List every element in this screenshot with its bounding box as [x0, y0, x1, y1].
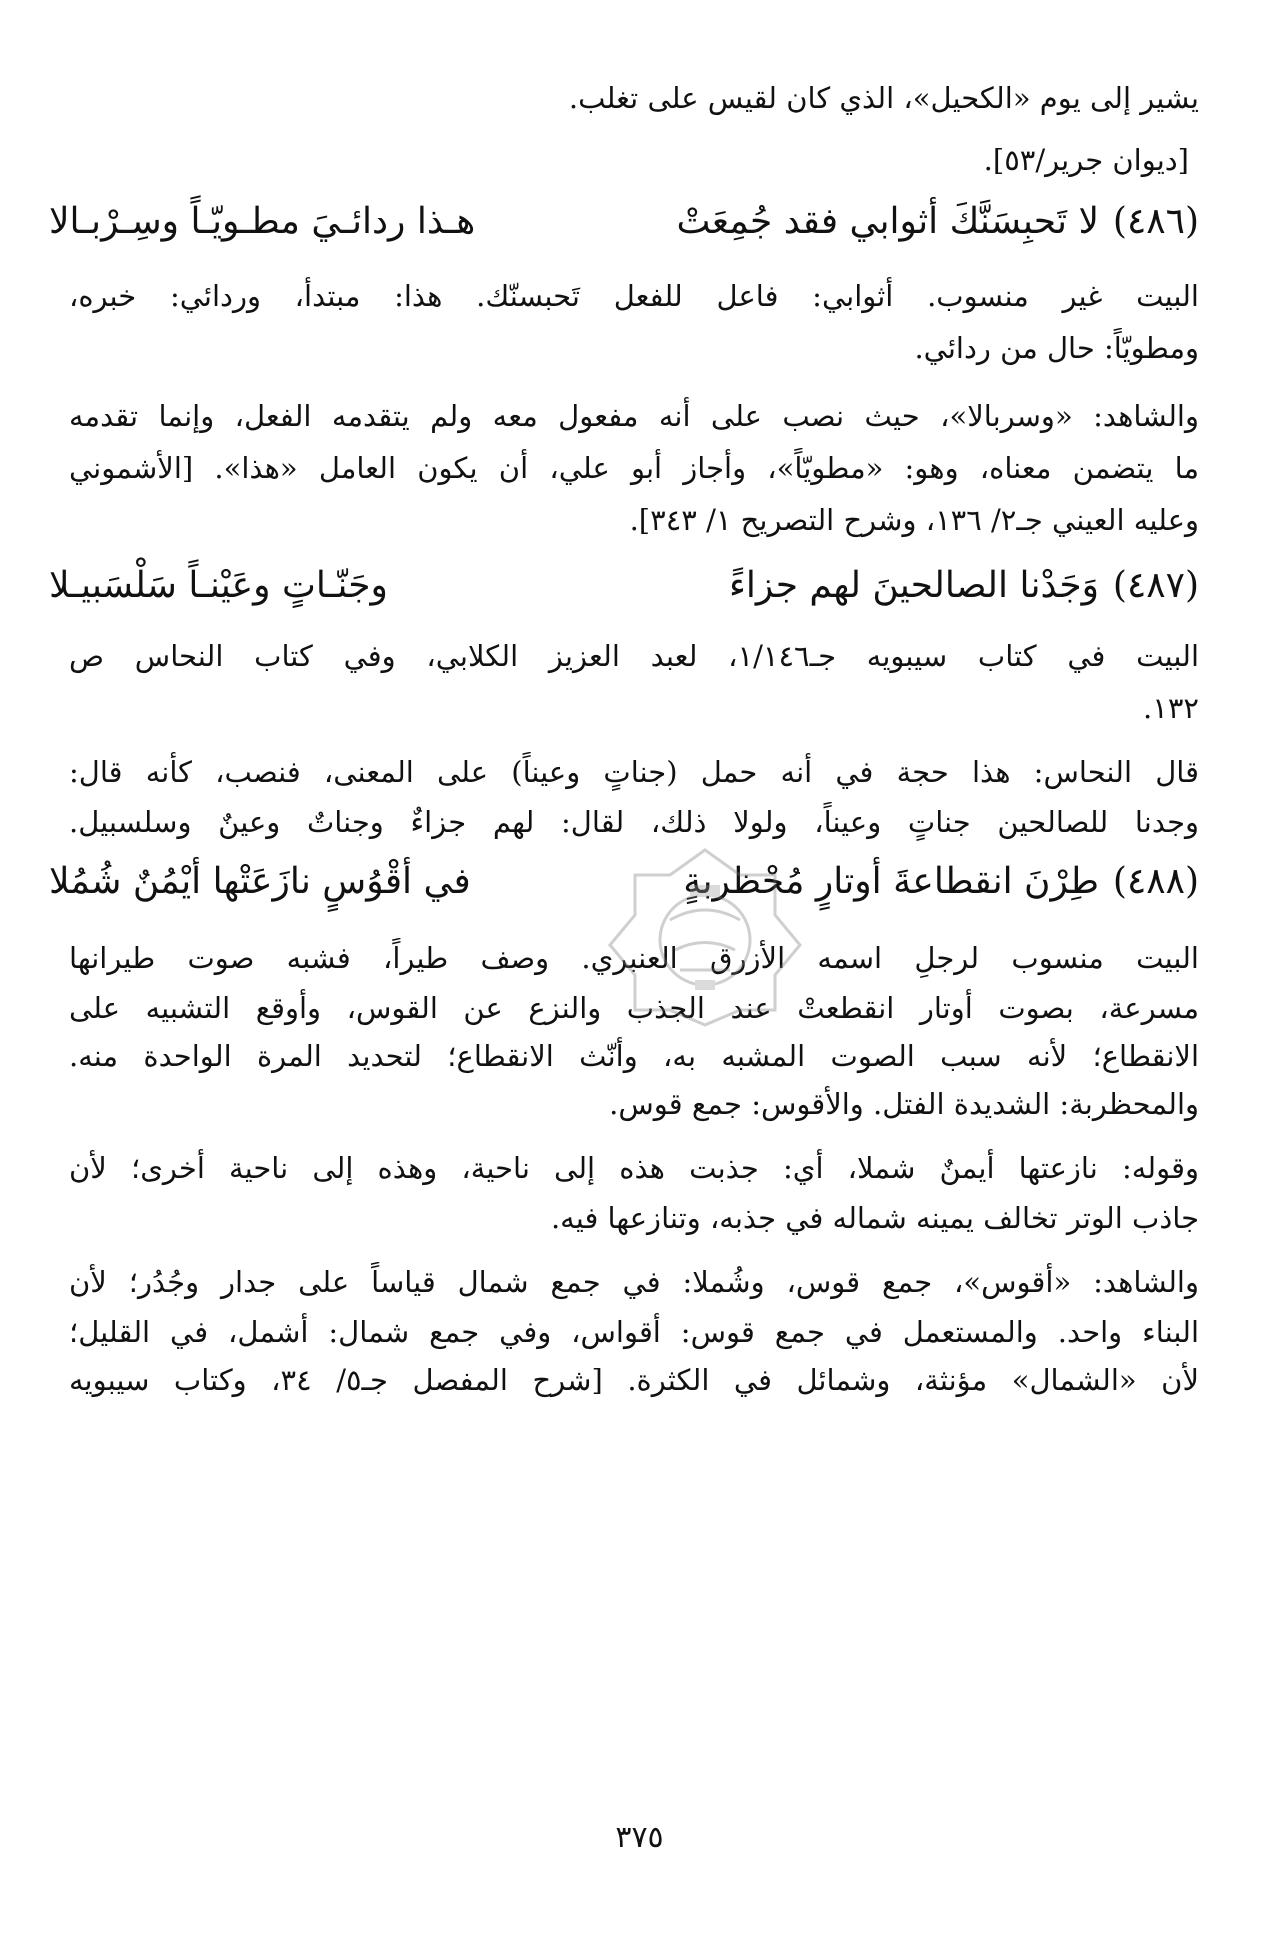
evidence-line: قال النحاس: هذا حجة في أنه حمل (جناتٍ وعيناً) على المعنى، فنصب، كأنه قال:: [69, 755, 1199, 789]
evidence-line: والشاهد: «أقوس»، جمع قوس، وشُملا: في جمع شمال قياساً على جدار وجُدُر؛ لأن: [69, 1265, 1199, 1299]
verse-hemistich-first: لا تَحبِسَنَّكَ أثوابي فقد جُمِعَتْ: [676, 201, 1099, 242]
evidence-line: وجدنا للصالحين جناتٍ وعيناً، ولولا ذلك، لقال: لهم جزاءٌ وجناتٌ وعينٌ وسلسبيل.: [69, 805, 1199, 839]
evidence-line: لأن «الشمال» مؤنثة، وشمائل في الكثرة. [شرح المفصل جـ٥/ ٣٤، وكتاب سيبويه: [69, 1363, 1199, 1397]
commentary-line: الانقطاع؛ لأنه سبب الصوت المشبه به، وأنّث الانقطاع؛ لتحديد المرة الواحدة منه.: [69, 1039, 1199, 1073]
verse-number: (٤٨٦): [1112, 201, 1199, 242]
commentary-line: البيت غير منسوب. أثوابي: فاعل للفعل تَحبسنّك. هذا: مبتدأ، وردائي: خبره،: [69, 279, 1199, 313]
evidence-line: والشاهد: «وسربالا»، حيث نصب على أنه مفعول معه ولم يتقدمه الفعل، وإنما تقدمه: [69, 399, 1199, 433]
watermark-emblem: [600, 840, 810, 1030]
commentary-line: مسرعة، بصوت أوتار انقطعتْ عند الجذب والنزع عن القوس، وأوقع التشبيه على: [69, 991, 1199, 1025]
evidence-line: البناء واحد. والمستعمل في جمع قوس: أقواس، وفي جمع شمال: أشمل، في القليل؛: [69, 1315, 1199, 1349]
evidence-line: ما يتضمن معناه، وهو: «مطويّاً»، وأجاز أبو علي، أن يكون العامل «هذا». [الأشموني: [69, 451, 1199, 485]
page-number: ٣٧٥: [615, 1820, 664, 1855]
verse-486: [49, 196, 1199, 248]
commentary-line: البيت منسوب لرجلٍ اسمه الأزرق العنبري. وصف طيراً، فشبه صوت طيرانها: [69, 941, 1199, 975]
verse-hemistich-second: هـذا ردائـيَ مطـويّـاً وسِـرْبـالا: [49, 201, 476, 242]
commentary-line: ١٣٢.: [1143, 691, 1199, 725]
commentary-line: البيت في كتاب سيبويه جـ١/١٤٦، لعبد العزيز الكلابي، وفي كتاب النحاس ص: [69, 639, 1199, 673]
commentary-line: ومطويّاً: حال من ردائي.: [914, 331, 1199, 365]
verse-hemistich-first: طِرْنَ انقطاعةَ أوتارٍ مُحْظربةٍ: [683, 861, 1099, 902]
verse-number: (٤٨٧): [1112, 565, 1199, 606]
explanation-line: جاذب الوتر تخالف يمينه شماله في جذبه، وتنازعها فيه.: [550, 1201, 1199, 1235]
verse-hemistich-first: وَجَدْنا الصالحينَ لهم جزاءً: [728, 565, 1099, 606]
evidence-line: وعليه العيني جـ٢/ ١٣٦، وشرح التصريح ١/ ٣٤٣].: [629, 503, 1199, 537]
verse-hemistich-second: وجَنّـاتٍ وعَيْنـاً سَلْسَبيـلا: [49, 565, 388, 606]
verse-487: [49, 560, 1199, 612]
verse-hemistich-second: في أقْوُسٍ نازَعَتْها أيْمُنٌ شُمُلا: [49, 861, 471, 902]
source-citation: [ديوان جرير/٥٣].: [983, 143, 1189, 177]
commentary-line: والمحظربة: الشديدة الفتل. والأقوس: جمع قوس.: [609, 1087, 1199, 1121]
intro-line: يشير إلى يوم «الكحيل»، الذي كان لقيس على تغلب.: [568, 81, 1199, 115]
verse-number: (٤٨٨): [1112, 861, 1199, 902]
explanation-line: وقوله: نازعتها أيمنٌ شملا، أي: جذبت هذه إلى ناحية، وهذه إلى ناحية أخرى؛ لأن: [69, 1151, 1199, 1185]
